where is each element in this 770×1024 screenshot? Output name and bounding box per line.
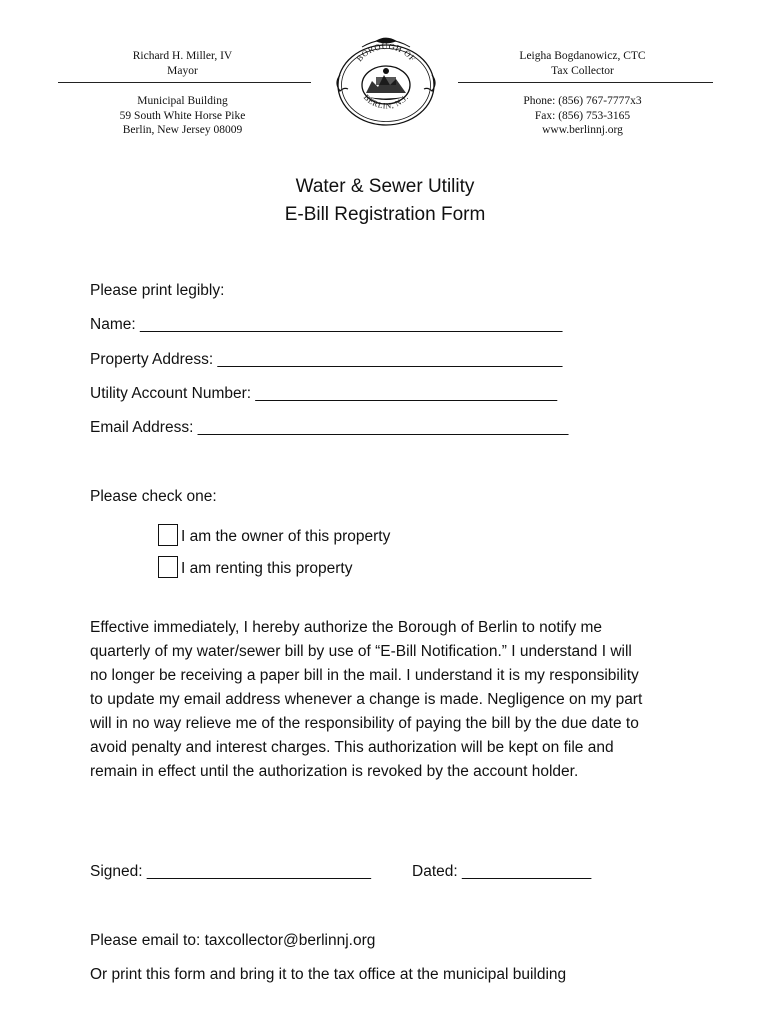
- dated-label: Dated:: [412, 863, 458, 880]
- svg-text:BOROUGH OF: BOROUGH OF: [354, 40, 418, 64]
- account-number-label: Utility Account Number:: [90, 385, 252, 402]
- mayor-title: Mayor: [167, 64, 198, 77]
- check-prompt: Please check one:: [90, 488, 217, 505]
- authorization-line: avoid penalty and interest charges. This authorization will be kept on file and: [90, 739, 614, 756]
- phone-number: Phone: (856) 767-7777x3: [523, 95, 642, 107]
- renter-option-label: I am renting this property: [181, 560, 353, 577]
- email-address-label: Email Address:: [90, 419, 194, 436]
- tax-collector-block: [460, 49, 705, 78]
- tax-collector-name: Leigha Bogdanowicz, CTC: [519, 50, 646, 62]
- mayor-block: [60, 49, 305, 78]
- name-label: Name:: [90, 316, 136, 333]
- name-blank[interactable]: _________________________________________________: [139, 316, 563, 333]
- print-instruction: Please print legibly:: [90, 282, 225, 299]
- address-block: [60, 94, 305, 138]
- authorization-line: Effective immediately, I hereby authorize the Borough of Berlin to notify me: [90, 619, 603, 636]
- name-field[interactable]: [90, 316, 562, 334]
- signed-label: Signed:: [90, 863, 143, 880]
- email-address-field[interactable]: [90, 419, 568, 437]
- owner-option-label: I am the owner of this property: [181, 528, 391, 545]
- property-address-label: Property Address:: [90, 351, 214, 368]
- property-address-field[interactable]: [90, 351, 562, 369]
- right-header-rule: [458, 82, 713, 83]
- authorization-line: will in no way relieve me of the responsibility of paying the bill by the due date to: [90, 715, 639, 732]
- authorization-line: no longer be receiving a paper bill in the mail. I understand it is my responsibility: [90, 667, 639, 684]
- authorization-line: remain in effect until the authorization is revoked by the account holder.: [90, 763, 579, 780]
- dated-blank[interactable]: _______________: [461, 863, 592, 880]
- signature-field[interactable]: [90, 863, 371, 881]
- email-instruction: Please email to: taxcollector@berlinnj.org: [90, 932, 376, 949]
- date-field[interactable]: [412, 863, 591, 881]
- property-address-blank[interactable]: ________________________________________: [217, 351, 563, 368]
- owner-checkbox[interactable]: [158, 524, 178, 546]
- street-address: 59 South White Horse Pike: [119, 109, 246, 122]
- tax-collector-title: Tax Collector: [551, 64, 614, 77]
- svg-text:BERLIN, N.J.: BERLIN, N.J.: [361, 92, 411, 111]
- website-link[interactable]: www.berlinnj.org: [542, 124, 623, 136]
- authorization-line: quarterly of my water/sewer bill by use of “E-Bill Notification.” I understand I will: [90, 643, 632, 660]
- left-header-rule: [58, 82, 311, 83]
- signed-blank[interactable]: __________________________: [146, 863, 372, 880]
- form-title: [0, 173, 770, 229]
- fax-number: Fax: (856) 753-3165: [534, 109, 631, 122]
- city-state-zip: Berlin, New Jersey 08009: [122, 124, 243, 136]
- account-number-field[interactable]: [90, 385, 557, 403]
- renter-checkbox[interactable]: [158, 556, 178, 578]
- mayor-name: Richard H. Miller, IV: [132, 50, 233, 62]
- form-title-line1: Water & Sewer Utility: [295, 176, 475, 197]
- borough-seal-icon: [332, 35, 440, 127]
- email-address-blank[interactable]: ___________________________________________: [197, 419, 569, 436]
- account-number-blank[interactable]: ___________________________________: [255, 385, 558, 402]
- contact-block: [460, 94, 705, 138]
- form-title-line2: E-Bill Registration Form: [284, 204, 486, 225]
- print-instruction-footer: Or print this form and bring it to the tax office at the municipal building: [90, 966, 567, 983]
- authorization-line: to update my email address whenever a change is made. Negligence on my part: [90, 691, 643, 708]
- building-name: Municipal Building: [137, 95, 228, 107]
- authorization-paragraph: [90, 616, 690, 784]
